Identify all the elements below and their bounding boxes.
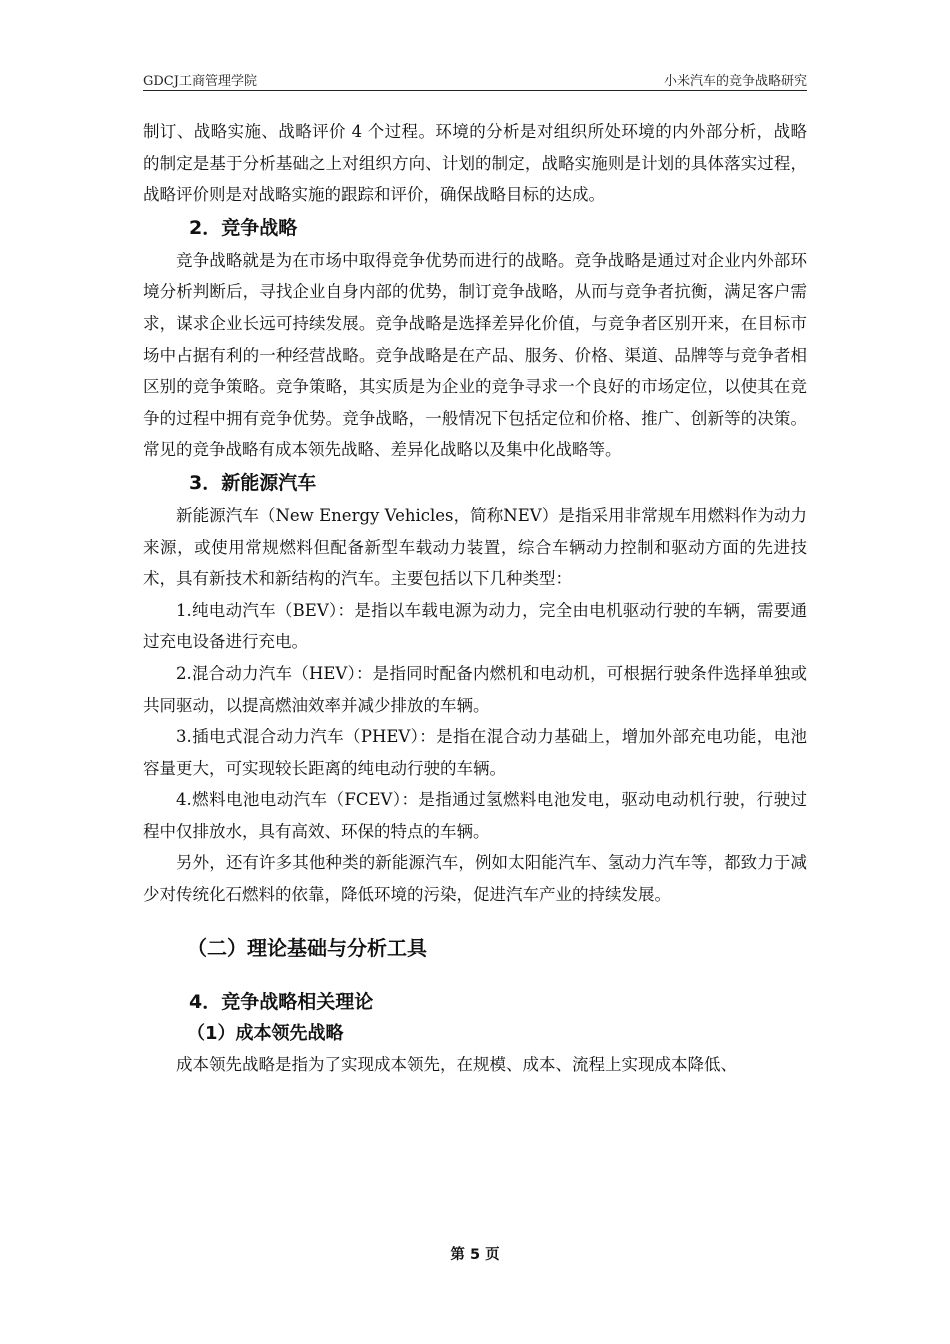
paragraph-competitive-strategy: 竞争战略就是为在市场中取得竞争优势而进行的战略。竞争战略是通过对企业内外部环境分析判断后，寻找企业自身内部的优势，制订竞争战略，从而与竞争者抗衡，满足客户需求，谋求企业长远可持续发展。竞争战略是选择差异化价值，与竞争者区别开来，在目标市场中占据有利的一种经营战略。竞争战略是在产品、服务、价格、渠道、品牌等与竞争者相区别的竞争策略。竞争策略，其实质是为企业的竞争寻求一个良好的市场定位，以使其在竞争的过程中拥有竞争优势。竞争战略，一般情况下包括定位和价格、推广、创新等的决策。常见的竞争战略有成本领先战略、差异化战略以及集中化战略等。 xyxy=(143,250,807,460)
paragraph-hev: 2.混合动力汽车（HEV）：是指同时配备内燃机和电动机，可根据行驶条件选择单独或共同驱动，以提高燃油效率并减少排放的车辆。 xyxy=(143,663,807,715)
heading-new-energy-vehicles: 3．新能源汽车 xyxy=(189,471,317,494)
heading-competitive-strategy: 2．竞争战略 xyxy=(189,216,298,239)
paragraph-phev: 3.插电式混合动力汽车（PHEV）：是指在混合动力基础上，增加外部充电功能，电池容量更大，可实现较长距离的纯电动行驶的车辆。 xyxy=(143,727,807,778)
heading-cost-leadership: （1）成本领先战略 xyxy=(187,1022,344,1044)
paragraph-strategy-process: 制订、战略实施、战略评价 4 个过程。环境的分析是对组织所处环境的内外部分析，战略的制定是基于分析基础之上对组织方向、计划的制定，战略实施则是计划的具体落实过程，战略评价则是对战略实施的跟踪和评价，确保战略目标的达成。 xyxy=(143,122,807,205)
paragraph-fcev: 4.燃料电池电动汽车（FCEV）：是指通过氢燃料电池发电，驱动电动机行驶，行驶过程中仅排放水，具有高效、环保的特点的车辆。 xyxy=(143,790,807,841)
heading-competitive-theory: 4．竞争战略相关理论 xyxy=(189,990,374,1013)
header-thesis-title: 小米汽车的竞争战略研究 xyxy=(663,74,807,89)
header-school: GDCJ工商管理学院 xyxy=(143,74,257,89)
page-number: 第 5 页 xyxy=(450,1247,500,1263)
paragraph-other-nev: 另外，还有许多其他种类的新能源汽车，例如太阳能汽车、氢动力汽车等，都致力于减少对传统化石燃料的依靠，降低环境的污染，促进汽车产业的持续发展。 xyxy=(143,853,807,905)
heading-theory-basis: （二）理论基础与分析工具 xyxy=(187,935,427,960)
paragraph-bev: 1.纯电动汽车（BEV）：是指以车载电源为动力，完全由电机驱动行驶的车辆，需要通过充电设备进行充电。 xyxy=(143,600,807,652)
page-header xyxy=(143,64,807,91)
paragraph-nev-definition: 新能源汽车（New Energy Vehicles，简称NEV）是指采用非常规车用燃料作为动力来源，或使用常规燃料但配备新型车载动力装置，综合车辆动力控制和驱动方面的先进技术，具有新技术和新结构的汽车。主要包括以下几种类型： xyxy=(143,505,807,589)
paragraph-cost-leadership: 成本领先战略是指为了实现成本领先，在规模、成本、流程上实现成本降低、 xyxy=(176,1054,737,1074)
page-content xyxy=(143,116,807,1080)
